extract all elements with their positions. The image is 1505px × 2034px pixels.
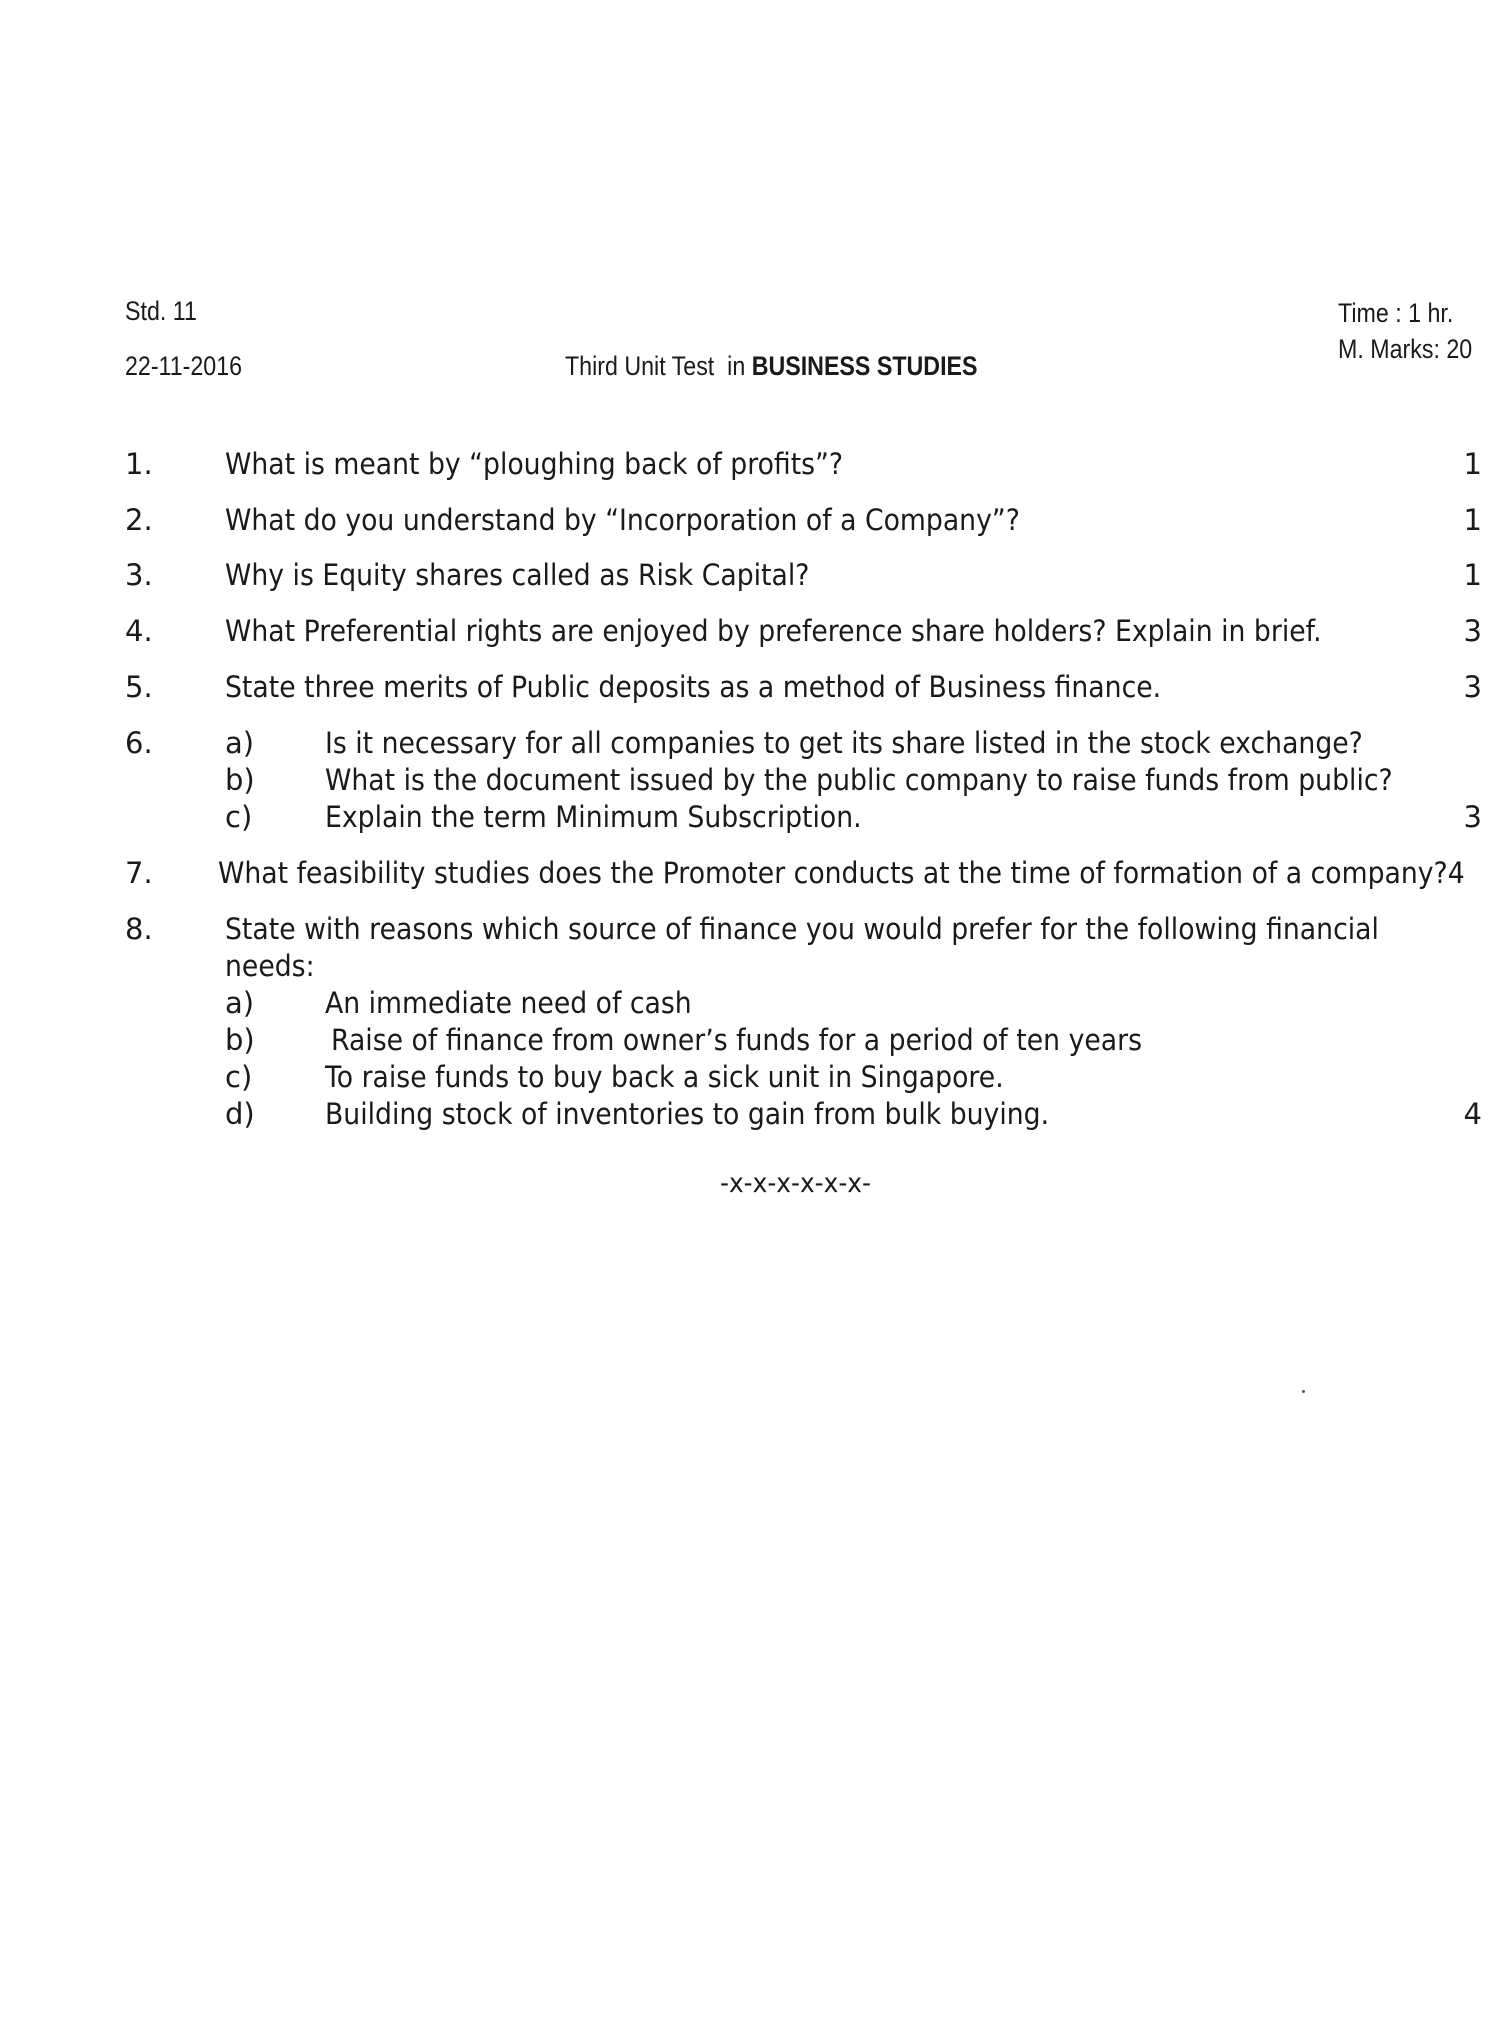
exam-title (565, 349, 978, 383)
exam-time: Time : 1 hr. (1338, 298, 1454, 328)
sub-question-text: What is the document issued by the public company to raise funds from public? (325, 763, 1393, 797)
question-number: 4. (125, 614, 153, 648)
sub-question-label: b) (225, 763, 255, 797)
sub-question-label: a) (225, 726, 255, 760)
stray-dot (1302, 1390, 1305, 1393)
question-number: 3. (125, 558, 153, 592)
sub-question-text: An immediate need of cash (325, 986, 692, 1020)
question-number: 6. (125, 726, 153, 760)
question-number: 7. (125, 856, 153, 890)
question-marks: 4 (1463, 1097, 1482, 1131)
exam-date: 22-11-2016 (125, 351, 243, 381)
question-number: 5. (125, 670, 153, 704)
question-marks: 1 (1463, 447, 1482, 481)
question-marks: 3 (1463, 800, 1482, 834)
sub-question-text: Raise of finance from owner’s funds for a period of ten years (331, 1023, 1142, 1057)
sub-question-label: b) (225, 1023, 255, 1057)
question-text: State with reasons which source of finance you would prefer for the following financial (225, 912, 1379, 946)
sub-question-label: d) (225, 1097, 255, 1131)
question-text: What Preferential rights are enjoyed by preference share holders? Explain in brief. (225, 614, 1322, 648)
question-number: 2. (125, 503, 153, 537)
question-text: State three merits of Public deposits as a method of Business finance. (225, 670, 1162, 704)
question-number: 1. (125, 447, 153, 481)
question-text: What is meant by “ploughing back of profits”? (225, 447, 844, 481)
exam-subject: BUSINESS STUDIES (751, 351, 978, 381)
sub-question-text: Is it necessary for all companies to get its share listed in the stock exchange? (325, 726, 1363, 760)
max-marks: M. Marks: 20 (1338, 334, 1473, 364)
sub-question-label: a) (225, 986, 255, 1020)
question-number: 8. (125, 912, 153, 946)
question-marks: 1 (1463, 503, 1482, 537)
end-of-paper-mark: -x-x-x-x-x-x- (720, 1168, 871, 1199)
sub-question-text: To raise funds to buy back a sick unit in Singapore. (325, 1060, 1004, 1094)
standard-label: Std. 11 (125, 296, 197, 326)
question-text-continued: needs: (225, 949, 315, 983)
question-text: What feasibility studies does the Promoter conducts at the time of formation of a company?4 (218, 856, 1465, 890)
question-marks: 3 (1463, 614, 1482, 648)
question-marks: 1 (1463, 558, 1482, 592)
question-text: What do you understand by “Incorporation of a Company”? (225, 503, 1020, 537)
question-text: Why is Equity shares called as Risk Capital? (225, 558, 810, 592)
sub-question-text: Building stock of inventories to gain from bulk buying. (325, 1097, 1050, 1131)
sub-question-label: c) (225, 800, 253, 834)
sub-question-text: Explain the term Minimum Subscription. (325, 800, 862, 834)
question-marks: 3 (1463, 670, 1482, 704)
exam-title-prefix: Third Unit Test in (565, 351, 752, 381)
sub-question-label: c) (225, 1060, 253, 1094)
